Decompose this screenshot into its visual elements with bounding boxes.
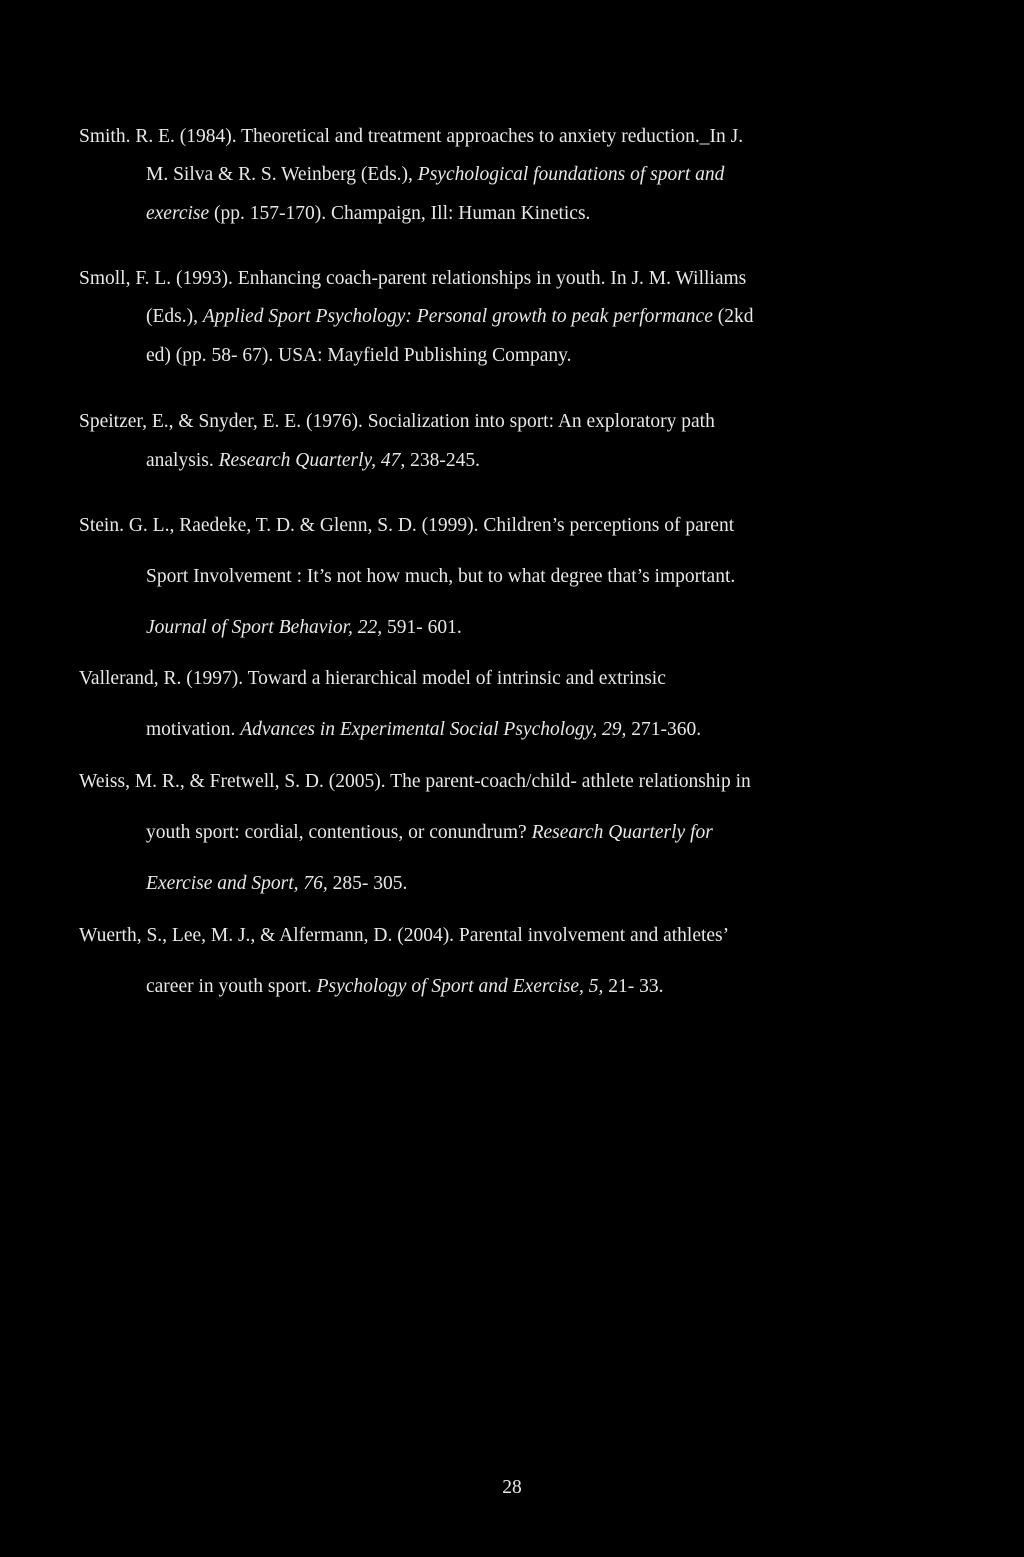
reference-text: M. Silva & R. S. Weinberg (Eds.), [146,164,418,185]
reference-text: 238-245. [405,450,480,471]
reference-continuation-line [146,202,590,226]
italic-title-text: Advances in Experimental Social Psychology, 29, [240,719,627,740]
italic-title-text: Journal of Sport Behavior, 22, [146,617,383,638]
italic-title-text: exercise [146,203,210,224]
reference-text: Smoll, F. L. (1993). Enhancing coach-parent relationships in youth. In J. M. Williams [79,268,747,289]
italic-title-text: Research Quarterly for [531,822,713,843]
reference-text: 271-360. [626,719,702,740]
reference-text: (2kd [712,306,754,327]
reference-text: Wuerth, S., Lee, M. J., & Alfermann, D. (2004). Parental involvement and athletes’ [79,925,730,946]
reference-first-line [79,667,666,691]
reference-continuation-line [146,872,407,896]
reference-continuation-line [146,344,572,368]
italic-title-text: Psychological foundations of sport and [417,164,725,185]
reference-continuation-line [146,449,480,473]
reference-continuation-line [146,565,735,589]
reference-text: Smith. R. E. (1984). Theoretical and treatment approaches to anxiety reduction._In J. [79,126,744,147]
reference-text: (pp. 157-170). Champaign, Ill: Human Kinetics. [209,203,591,224]
reference-text: Speitzer, E., & Snyder, E. E. (1976). Socialization into sport: An exploratory path [79,411,715,432]
reference-text: career in youth sport. [146,976,317,997]
reference-first-line [79,770,751,794]
italic-title-text: Psychology of Sport and Exercise, 5, [316,976,604,997]
reference-text: youth sport: cordial, contentious, or conundrum? [146,822,532,843]
reference-continuation-line [146,975,664,999]
reference-continuation-line [146,821,713,845]
reference-first-line [79,514,734,538]
reference-text: analysis. [146,450,219,471]
page-number: 28 [502,1477,522,1498]
reference-text: 21- 33. [603,976,664,997]
reference-first-line [79,924,729,948]
reference-first-line [79,410,715,434]
reference-text: 285- 305. [327,873,408,894]
reference-continuation-line [146,305,753,329]
reference-text: Weiss, M. R., & Fretwell, S. D. (2005). The parent-coach/child- athlete relationship in [79,771,751,792]
reference-continuation-line [146,718,701,742]
italic-title-text: Research Quarterly, 47, [218,450,406,471]
reference-text: ed) (pp. 58- 67). USA: Mayfield Publishing Company. [146,345,572,366]
reference-text: 591- 601. [382,617,462,638]
reference-text: Stein. G. L., Raedeke, T. D. & Glenn, S. D. (1999). Children’s perceptions of parent [79,515,735,536]
reference-continuation-line [146,163,724,187]
reference-text: (Eds.), [146,306,203,327]
reference-first-line [79,125,743,149]
reference-text: motivation. [146,719,241,740]
reference-text: Vallerand, R. (1997). Toward a hierarchical model of intrinsic and extrinsic [79,668,666,689]
reference-first-line [79,267,746,291]
reference-continuation-line [146,616,462,640]
italic-title-text: Applied Sport Psychology: Personal growth to peak performance [202,306,713,327]
italic-title-text: Exercise and Sport, 76, [146,873,328,894]
reference-text: Sport Involvement : It’s not how much, but to what degree that’s important. [146,566,736,587]
